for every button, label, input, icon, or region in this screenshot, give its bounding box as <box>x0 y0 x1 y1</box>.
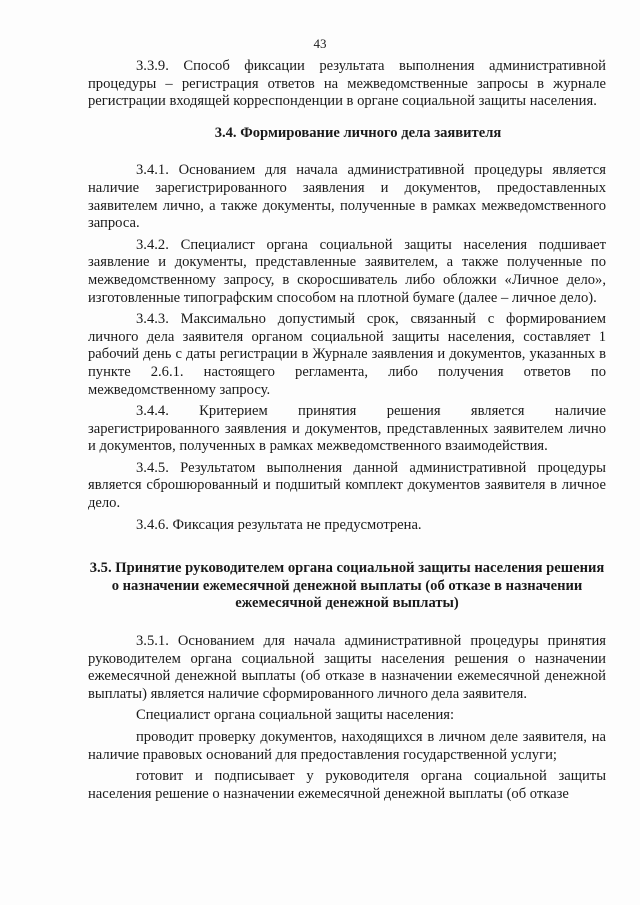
section-heading-3-5: 3.5. Принятие руководителем органа социальной защиты населения решения о назначении ежемесячной денежной выплаты (об отказе в назначении ежемесячной денежной выплаты) <box>89 560 605 612</box>
paragraph-check-documents: проводит проверку документов, находящихся в личном деле заявителя, на наличие правовых оснований для предоставления государственной услуги; <box>88 729 606 763</box>
paragraph-specialist: Специалист органа социальной защиты населения: <box>136 707 455 724</box>
page-number: 43 <box>313 36 327 51</box>
paragraph-3-3-9: 3.3.9. Способ фиксации результата выполнения административной процедуры – регистрация ответов на межведомственные запросы в журнале регистрации входящей корреспонденции в органе социальной защиты населения. <box>88 58 606 110</box>
document-body <box>88 58 606 803</box>
paragraph-prepare-decision: готовит и подписывает у руководителя органа социальной защиты населения решение о назначении ежемесячной денежной выплаты (об отказе <box>88 768 606 802</box>
paragraph-3-4-6: 3.4.6. Фиксация результата не предусмотрена. <box>136 516 422 533</box>
paragraph-3-4-3: 3.4.3. Максимально допустимый срок, связанный с формированием личного дела заявителя органом социальной защиты населения, составляет 1 рабочий день с даты регистрации в Журнале заявления и документов, указанных в пункте 2.6.1. настоящего регламента, либо получения ответов по межведомственному запросу. <box>88 311 606 398</box>
paragraph-3-4-5: 3.4.5. Результатом выполнения данной административной процедуры является сброшюрованный и подшитый комплект документов заявителя в личное дело. <box>88 459 606 512</box>
paragraph-3-4-2: 3.4.2. Специалист органа социальной защиты населения подшивает заявление и документы, представленные заявителем, а также полученные по межведомственному запросу, в скоросшиватель либо обложки «Личное дело», изготовленные типографским способом на плотной бумаге (далее – личное дело). <box>88 236 606 306</box>
paragraph-3-5-1: 3.5.1. Основанием для начала административной процедуры принятия руководителем органа социальной защиты населения решения о назначении ежемесячной денежной выплаты (об отказе в назначении ежемесячной денежной выплаты) является наличие сформированного личного дела заявителя. <box>88 633 606 702</box>
paragraph-3-4-1: 3.4.1. Основанием для начала административной процедуры является наличие зарегистрированного заявления и документов, предоставленных заявителем лично, а также документы, полученные в рамках межведомственного запроса. <box>88 162 606 232</box>
section-heading-3-4: 3.4. Формирование личного дела заявителя <box>214 124 502 141</box>
paragraph-3-4-4: 3.4.4. Критерием принятия решения является наличие зарегистрированного заявления и документов, представленных заявителем лично и документов, полученных в рамках межведомственного взаимодействия. <box>88 403 606 455</box>
